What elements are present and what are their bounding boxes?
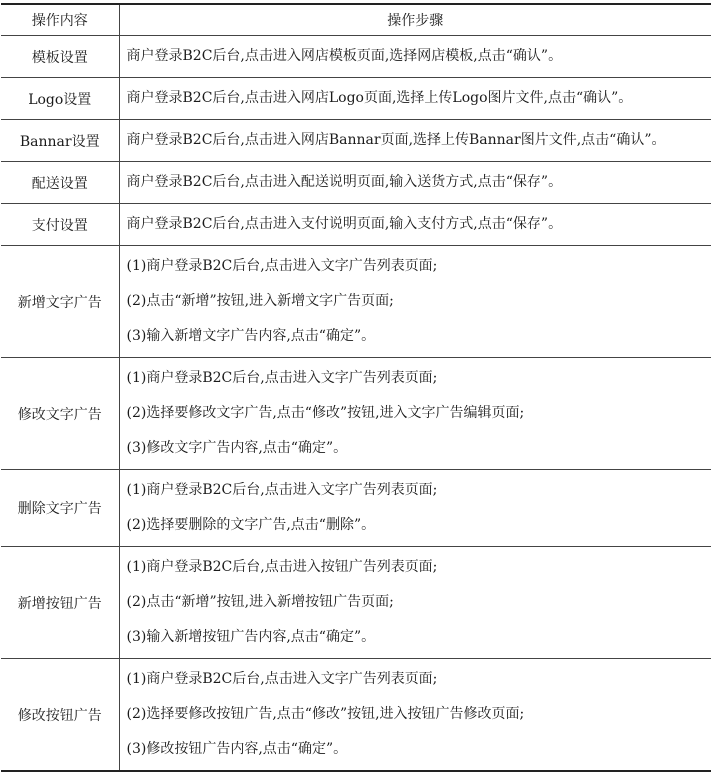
- table-row: [1, 470, 711, 547]
- steps-cell: [119, 358, 711, 470]
- steps-cell: [119, 162, 711, 204]
- steps-cell: [119, 470, 711, 547]
- table-row: [1, 358, 711, 470]
- table-row: [1, 78, 711, 120]
- operation-cell: 新增文字广告: [1, 246, 119, 358]
- operation-cell: 配送设置: [1, 162, 119, 204]
- operation-cell: 模板设置: [1, 36, 119, 78]
- step-text: (3)输入新增文字广告内容,点击“确定”。: [126, 328, 376, 344]
- step-text: (3)修改文字广告内容,点击“确定”。: [126, 440, 348, 456]
- step-text: (2)选择要删除的文字广告,点击“删除”。: [126, 517, 376, 533]
- operations-table: [1, 3, 711, 772]
- steps-cell: [119, 36, 711, 78]
- header-operation: 操作内容: [1, 4, 119, 36]
- table-row: [1, 659, 711, 772]
- operation-cell: Bannar设置: [1, 120, 119, 162]
- operation-cell: 修改按钮广告: [1, 659, 119, 772]
- step-text: (1)商户登录B2C后台,点击进入文字广告列表页面;: [126, 258, 438, 274]
- step-text: 商户登录B2C后台,点击进入配送说明页面,输入送货方式,点击“保存”。: [126, 174, 563, 190]
- steps-cell: [119, 547, 711, 659]
- table-body: [1, 36, 711, 772]
- table-row: [1, 162, 711, 204]
- operation-cell: 删除文字广告: [1, 470, 119, 547]
- table-header-row: [1, 4, 711, 36]
- step-text: (3)输入新增按钮广告内容,点击“确定”。: [126, 629, 376, 645]
- steps-cell: [119, 78, 711, 120]
- operation-cell: 支付设置: [1, 204, 119, 246]
- steps-cell: [119, 246, 711, 358]
- operation-cell: 修改文字广告: [1, 358, 119, 470]
- operation-cell: 新增按钮广告: [1, 547, 119, 659]
- step-text: (1)商户登录B2C后台,点击进入文字广告列表页面;: [126, 482, 438, 498]
- step-text: (1)商户登录B2C后台,点击进入按钮广告列表页面;: [126, 559, 438, 575]
- operation-cell: Logo设置: [1, 78, 119, 120]
- table-row: [1, 36, 711, 78]
- step-text: (2)点击“新增”按钮,进入新增文字广告页面;: [126, 293, 394, 309]
- steps-cell: [119, 659, 711, 772]
- step-text: 商户登录B2C后台,点击进入支付说明页面,输入支付方式,点击“保存”。: [126, 216, 563, 232]
- steps-cell: [119, 120, 711, 162]
- table-row: [1, 204, 711, 246]
- table-row: [1, 246, 711, 358]
- step-text: (2)选择要修改文字广告,点击“修改”按钮,进入文字广告编辑页面;: [126, 405, 525, 421]
- table-row: [1, 120, 711, 162]
- step-text: (2)点击“新增”按钮,进入新增按钮广告页面;: [126, 594, 394, 610]
- table-row: [1, 547, 711, 659]
- step-text: (3)修改按钮广告内容,点击“确定”。: [126, 741, 348, 757]
- steps-cell: [119, 204, 711, 246]
- step-text: (2)选择要修改按钮广告,点击“修改”按钮,进入按钮广告修改页面;: [126, 706, 525, 722]
- step-text: 商户登录B2C后台,点击进入网店Logo页面,选择上传Logo图片文件,点击“确认”。: [126, 90, 633, 106]
- header-steps: 操作步骤: [119, 4, 711, 36]
- step-text: (1)商户登录B2C后台,点击进入文字广告列表页面;: [126, 671, 438, 687]
- step-text: 商户登录B2C后台,点击进入网店模板页面,选择网店模板,点击“确认”。: [126, 48, 563, 64]
- step-text: 商户登录B2C后台,点击进入网店Bannar页面,选择上传Bannar图片文件,点击“确认”。: [126, 132, 666, 148]
- step-text: (1)商户登录B2C后台,点击进入文字广告列表页面;: [126, 370, 438, 386]
